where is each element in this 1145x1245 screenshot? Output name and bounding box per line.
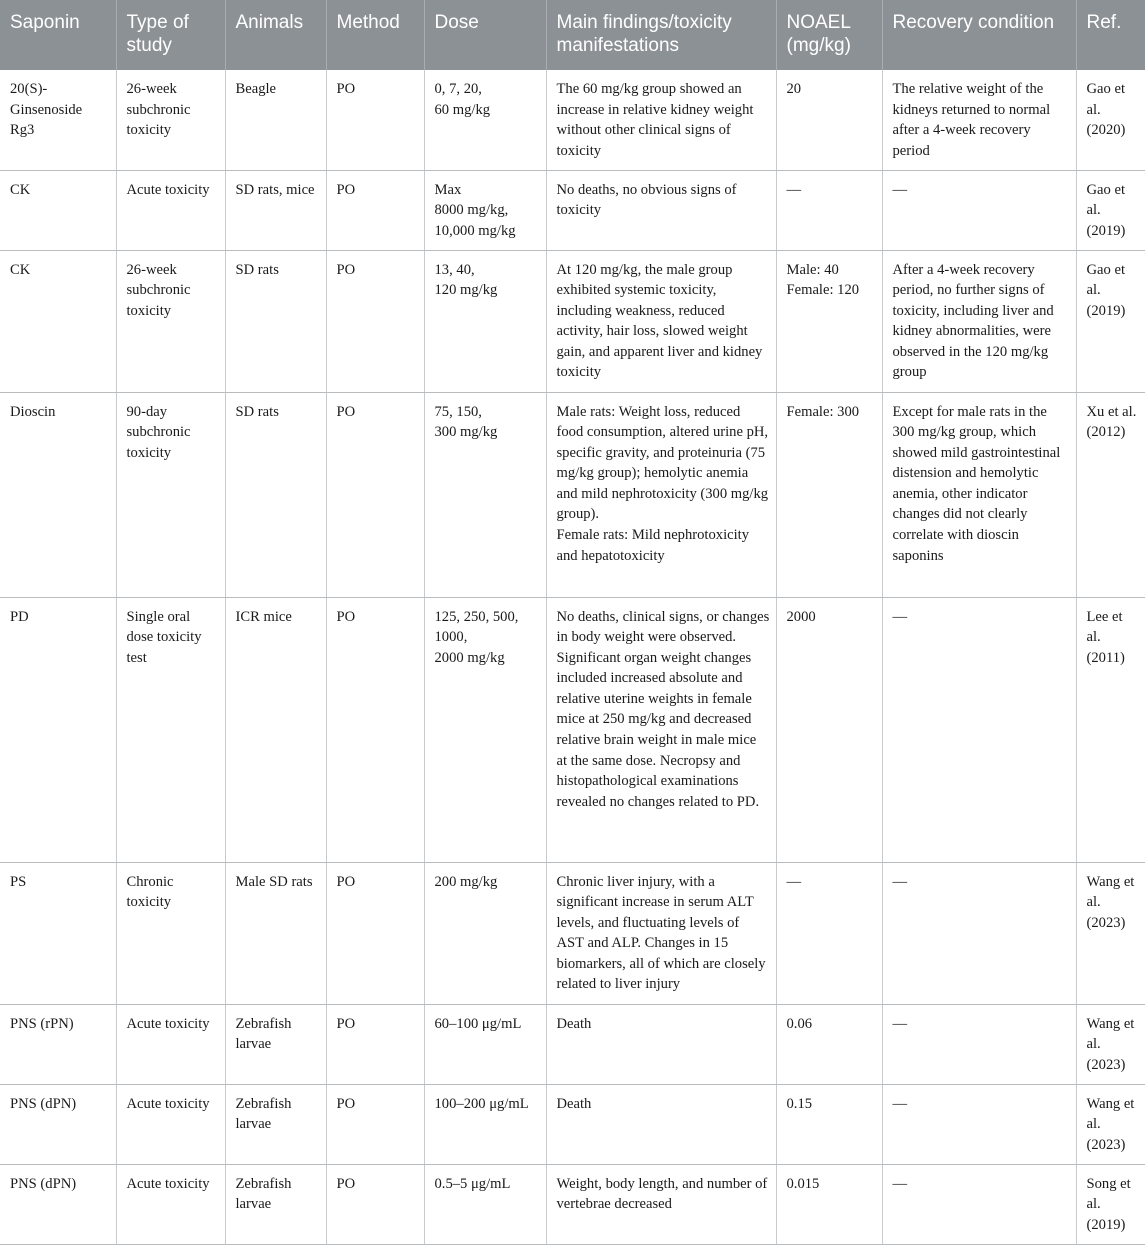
cell-noael: 0.15 [776, 1084, 882, 1164]
cell-ref: Xu et al. (2012) [1076, 392, 1145, 597]
cell-animals: Zebrafish larvae [225, 1004, 326, 1084]
cell-dose: 60–100 μg/mL [424, 1004, 546, 1084]
cell-type: 26-week subchronic toxicity [116, 250, 225, 392]
cell-type: Single oral dose toxicity test [116, 597, 225, 862]
cell-dose: 100–200 μg/mL [424, 1084, 546, 1164]
table-row [0, 597, 1145, 862]
cell-recovery: — [882, 170, 1076, 250]
table-row [0, 1164, 1145, 1244]
cell-type: Acute toxicity [116, 1164, 225, 1244]
header-findings: Main findings/toxicity manifestations [546, 0, 776, 70]
header-row [0, 0, 1145, 70]
table-header [0, 0, 1145, 70]
cell-method: PO [326, 597, 424, 862]
cell-ref: Gao et al. (2019) [1076, 250, 1145, 392]
cell-method: PO [326, 1004, 424, 1084]
table-row [0, 392, 1145, 597]
table-row [0, 1004, 1145, 1084]
header-ref: Ref. [1076, 0, 1145, 70]
cell-saponin: PNS (dPN) [0, 1084, 116, 1164]
cell-recovery: — [882, 597, 1076, 862]
cell-ref: Song et al. (2019) [1076, 1164, 1145, 1244]
cell-ref: Lee et al. (2011) [1076, 597, 1145, 862]
cell-ref: Wang et al. (2023) [1076, 862, 1145, 1004]
cell-animals: SD rats [225, 392, 326, 597]
cell-animals: Male SD rats [225, 862, 326, 1004]
cell-dose: 200 mg/kg [424, 862, 546, 1004]
cell-recovery: The relative weight of the kidneys returned to normal after a 4-week recovery period [882, 70, 1076, 170]
header-noael: NOAEL (mg/kg) [776, 0, 882, 70]
cell-dose: 0.5–5 μg/mL [424, 1164, 546, 1244]
cell-findings: Death [546, 1004, 776, 1084]
cell-ref: Wang et al. (2023) [1076, 1004, 1145, 1084]
cell-method: PO [326, 392, 424, 597]
cell-noael: Female: 300 [776, 392, 882, 597]
header-method: Method [326, 0, 424, 70]
cell-type: 26-week subchronic toxicity [116, 70, 225, 170]
table-row [0, 170, 1145, 250]
header-dose: Dose [424, 0, 546, 70]
cell-dose: 0, 7, 20, 60 mg/kg [424, 70, 546, 170]
header-saponin: Saponin [0, 0, 116, 70]
cell-dose: 75, 150, 300 mg/kg [424, 392, 546, 597]
cell-recovery: — [882, 1084, 1076, 1164]
cell-method: PO [326, 250, 424, 392]
table-body [0, 70, 1145, 1244]
cell-ref: Gao et al. (2020) [1076, 70, 1145, 170]
cell-method: PO [326, 1084, 424, 1164]
cell-animals: SD rats [225, 250, 326, 392]
cell-ref: Wang et al. (2023) [1076, 1084, 1145, 1164]
cell-saponin: CK [0, 250, 116, 392]
cell-animals: Zebrafish larvae [225, 1084, 326, 1164]
cell-noael: 2000 [776, 597, 882, 862]
cell-saponin: PS [0, 862, 116, 1004]
cell-animals: Zebrafish larvae [225, 1164, 326, 1244]
cell-recovery: Except for male rats in the 300 mg/kg group, which showed mild gastrointestinal distension and hemolytic anemia, other indicator changes did not clearly correlate with dioscin saponins [882, 392, 1076, 597]
cell-dose: 125, 250, 500, 1000, 2000 mg/kg [424, 597, 546, 862]
cell-findings: Male rats: Weight loss, reduced food consumption, altered urine pH, specific gravity, and proteinuria (75 mg/kg group); hemolytic anemia and mild nephrotoxicity (300 mg/kg group). Female rats: Mild nephrotoxicity and hepatotoxicity [546, 392, 776, 597]
cell-recovery: — [882, 1164, 1076, 1244]
cell-recovery: — [882, 862, 1076, 1004]
header-recovery: Recovery condition [882, 0, 1076, 70]
cell-saponin: Dioscin [0, 392, 116, 597]
cell-noael: — [776, 862, 882, 1004]
cell-method: PO [326, 70, 424, 170]
cell-saponin: PNS (rPN) [0, 1004, 116, 1084]
cell-noael: 20 [776, 70, 882, 170]
cell-type: Acute toxicity [116, 1084, 225, 1164]
cell-dose: 13, 40, 120 mg/kg [424, 250, 546, 392]
table-row [0, 862, 1145, 1004]
cell-findings: Weight, body length, and number of vertebrae decreased [546, 1164, 776, 1244]
cell-animals: ICR mice [225, 597, 326, 862]
cell-method: PO [326, 170, 424, 250]
table-row [0, 70, 1145, 170]
table-row [0, 250, 1145, 392]
cell-dose: Max 8000 mg/kg, 10,000 mg/kg [424, 170, 546, 250]
cell-recovery: After a 4-week recovery period, no further signs of toxicity, including liver and kidney abnormalities, were observed in the 120 mg/kg group [882, 250, 1076, 392]
cell-saponin: CK [0, 170, 116, 250]
cell-findings: No deaths, no obvious signs of toxicity [546, 170, 776, 250]
cell-findings: Chronic liver injury, with a significant increase in serum ALT levels, and fluctuating levels of AST and ALP. Changes in 15 biomarkers, all of which are closely related to liver injury [546, 862, 776, 1004]
cell-noael: — [776, 170, 882, 250]
cell-findings: The 60 mg/kg group showed an increase in relative kidney weight without other clinical signs of toxicity [546, 70, 776, 170]
cell-saponin: PD [0, 597, 116, 862]
cell-noael: 0.06 [776, 1004, 882, 1084]
cell-recovery: — [882, 1004, 1076, 1084]
cell-saponin: PNS (dPN) [0, 1164, 116, 1244]
cell-type: 90-day subchronic toxicity [116, 392, 225, 597]
cell-findings: No deaths, clinical signs, or changes in body weight were observed. Significant organ weight changes included increased absolute and relative uterine weights in female mice at 250 mg/kg and decreased relative brain weight in male mice at the same dose. Necropsy and histopathological examinations revealed no changes related to PD. [546, 597, 776, 862]
cell-ref: Gao et al. (2019) [1076, 170, 1145, 250]
cell-noael: Male: 40 Female: 120 [776, 250, 882, 392]
table-row [0, 1084, 1145, 1164]
cell-method: PO [326, 1164, 424, 1244]
header-type: Type of study [116, 0, 225, 70]
cell-animals: Beagle [225, 70, 326, 170]
cell-type: Acute toxicity [116, 1004, 225, 1084]
cell-type: Chronic toxicity [116, 862, 225, 1004]
cell-noael: 0.015 [776, 1164, 882, 1244]
cell-method: PO [326, 862, 424, 1004]
cell-type: Acute toxicity [116, 170, 225, 250]
cell-findings: Death [546, 1084, 776, 1164]
header-animals: Animals [225, 0, 326, 70]
cell-saponin: 20(S)-Ginsenoside Rg3 [0, 70, 116, 170]
cell-animals: SD rats, mice [225, 170, 326, 250]
cell-findings: At 120 mg/kg, the male group exhibited systemic toxicity, including weakness, reduced activity, hair loss, slowed weight gain, and apparent liver and kidney toxicity [546, 250, 776, 392]
